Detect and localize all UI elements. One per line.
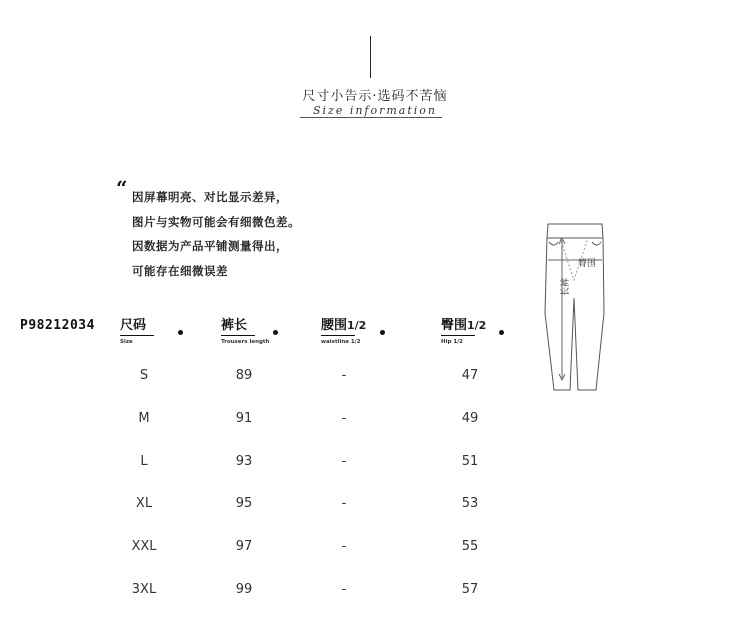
notice-text — [132, 185, 300, 283]
column-header-en: Hip 1/2 — [441, 339, 464, 345]
column-header-size — [120, 314, 154, 345]
column-header-en: Trousers length — [221, 339, 270, 345]
hip-cell: 47 — [461, 368, 479, 383]
column-header-trousers-length — [221, 314, 269, 345]
column-header-fraction: 1/2 — [347, 319, 367, 332]
waist-cell: - — [341, 582, 347, 597]
pants-diagram — [540, 218, 612, 402]
column-header-cn: 尺码 — [120, 318, 147, 333]
trousers-length-cell: 89 — [235, 368, 253, 383]
page-title: 尺寸小告示·选码不苦恼 — [302, 89, 448, 104]
header-underline — [120, 335, 154, 336]
column-header-en: Size — [120, 339, 133, 345]
waist-cell: - — [341, 539, 347, 554]
diagram-hip-label: 臀围 — [578, 259, 597, 269]
notice-line: 图片与实物可能会有细微色差。 — [132, 214, 300, 229]
hip-cell: 51 — [461, 454, 479, 469]
header-divider-line — [370, 36, 371, 78]
trousers-length-cell: 97 — [235, 539, 253, 554]
waist-cell: - — [341, 496, 347, 511]
bullet-dot-icon — [178, 330, 183, 335]
header-underline — [441, 335, 475, 336]
diagram-length-label: 长裤 — [561, 277, 571, 296]
bullet-dot-icon — [499, 330, 504, 335]
size-cell: XL — [135, 496, 153, 511]
column-header-fraction: 1/2 — [467, 319, 487, 332]
waist-cell: - — [341, 454, 347, 469]
bullet-dot-icon — [380, 330, 385, 335]
size-cell: L — [140, 454, 148, 469]
page-subtitle-script: Size information — [312, 104, 438, 117]
notice-line: 因屏幕明亮、对比显示差异， — [132, 190, 288, 204]
column-header-hip — [441, 314, 486, 345]
column-header-en: waistline 1/2 — [321, 339, 361, 345]
hip-cell: 55 — [461, 539, 479, 554]
hip-cell: 57 — [461, 582, 479, 597]
trousers-length-cell: 93 — [235, 454, 253, 469]
column-header-cn: 臀围 — [441, 318, 468, 333]
trousers-length-cell: 95 — [235, 496, 253, 511]
waist-cell: - — [341, 368, 347, 383]
notice-line: 因数据为产品平铺测量得出， — [132, 239, 288, 253]
size-cell: 3XL — [131, 582, 157, 597]
header-underline — [321, 335, 355, 336]
waistband-shape — [547, 224, 603, 238]
bullet-dot-icon — [273, 330, 278, 335]
column-header-cn: 腰围 — [321, 318, 348, 333]
subtitle-underline — [300, 117, 442, 118]
waist-cell: - — [341, 411, 347, 426]
product-code: P98212034 — [20, 318, 95, 333]
hip-cell: 53 — [461, 496, 479, 511]
notice-line: 可能存在细微误差 — [132, 263, 228, 278]
size-cell: XXL — [131, 539, 157, 554]
trousers-length-cell: 91 — [235, 411, 253, 426]
column-header-cn: 裤长 — [221, 318, 248, 333]
header-underline — [221, 335, 255, 336]
quote-mark-icon: “ — [116, 176, 128, 200]
column-header-waist — [321, 314, 366, 345]
size-cell: S — [139, 368, 149, 383]
hip-cell: 49 — [461, 411, 479, 426]
trousers-length-cell: 99 — [235, 582, 253, 597]
size-cell: M — [138, 411, 150, 426]
